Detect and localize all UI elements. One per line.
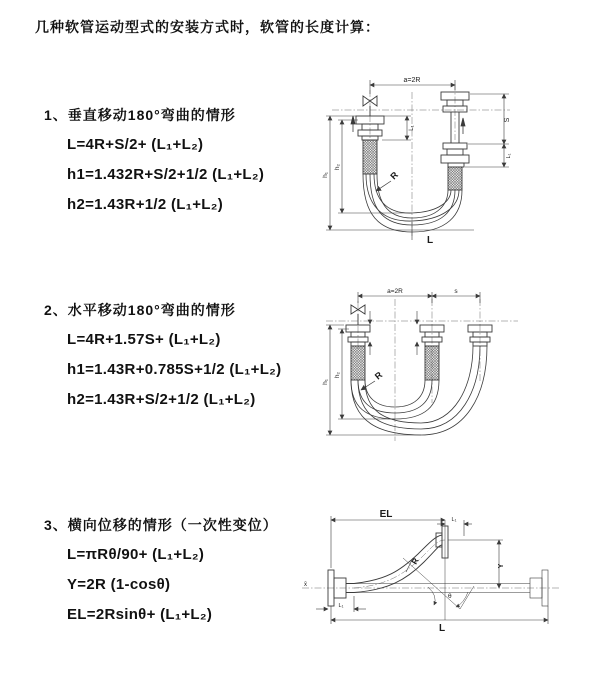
- fitting-dim-arrows: [370, 311, 417, 355]
- centerlines: [302, 540, 560, 588]
- dim-s-label: S: [504, 117, 511, 123]
- dim-a2r-label: a=2R: [403, 77, 421, 84]
- dimension-lines: [326, 80, 509, 240]
- dim-y-label: Y: [498, 563, 505, 569]
- dim-l1-top-label: L₁: [451, 517, 457, 523]
- section-3-heading: 3、横向位移的情形（一次性变位）: [44, 517, 278, 533]
- diagram-1-drawing: [312, 70, 527, 255]
- dimension-lines: [326, 292, 480, 435]
- diagram-horizontal-u-bend: [318, 283, 523, 455]
- flange-displaced: [436, 526, 448, 558]
- theta-label: θ: [448, 593, 452, 600]
- diagram-vertical-u-bend: [312, 70, 527, 255]
- radius-callout: [406, 556, 421, 572]
- dim-l1-right-label: L₁: [506, 153, 512, 159]
- dim-el-label: EL: [379, 509, 393, 520]
- angle-construction: [403, 520, 474, 620]
- dim-l1-left-label: L₁: [409, 125, 415, 131]
- hose-curves: [363, 174, 462, 232]
- section-2-heading: 2、水平移动180°弯曲的情形: [44, 302, 236, 318]
- hose-curves-position-2: [351, 346, 487, 435]
- formula-l: L=4R+1.57S+ (L₁+L₂): [67, 331, 221, 348]
- radius-label: R: [372, 369, 385, 382]
- dim-h2-label: h₂: [334, 371, 341, 379]
- formula-y: Y=2R (1-cosθ): [67, 576, 171, 593]
- formula-l: L=πRθ/90+ (L₁+L₂): [67, 546, 205, 563]
- fixed-pipe-left: [356, 96, 384, 174]
- dim-l-label: L: [426, 235, 434, 246]
- section-vertical-movement: [44, 100, 264, 220]
- diagram-3-drawing: [298, 508, 563, 643]
- axis-x-label: x̄: [304, 582, 307, 588]
- dimension-lines: [316, 516, 548, 624]
- formula-el: EL=2Rsinθ+ (L₁+L₂): [67, 606, 213, 623]
- diagram-lateral-displacement: [298, 508, 563, 643]
- dim-h1-label: h₁: [322, 172, 329, 178]
- formula-h1: h1=1.432R+S/2+1/2 (L₁+L₂): [67, 166, 265, 183]
- hose-s-curve: [354, 535, 442, 593]
- dim-a2r-label: a=2R: [387, 288, 403, 295]
- radius-label: R: [388, 169, 401, 182]
- section-1-heading: 1、垂直移动180°弯曲的情形: [44, 107, 236, 123]
- section-lateral-displacement: [44, 510, 278, 630]
- formula-h2: h2=1.43R+S/2+1/2 (L₁+L₂): [67, 391, 256, 408]
- radius-callout: [376, 169, 400, 191]
- diagram-2-drawing: [318, 283, 523, 455]
- dim-h1-label: h₁: [322, 379, 329, 385]
- dim-l1-bottom-label: L₁: [338, 603, 344, 609]
- radius-label: R: [409, 556, 421, 566]
- dim-l-label: L: [438, 623, 446, 634]
- dim-s-label: s: [454, 288, 458, 295]
- formula-h2: h2=1.43R+1/2 (L₁+L₂): [67, 196, 224, 213]
- dim-h2-label: h₂: [334, 163, 341, 171]
- movement-arrow-icons: [351, 116, 465, 134]
- formula-l: L=4R+S/2+ (L₁+L₂): [67, 136, 204, 153]
- section-horizontal-movement: [44, 295, 281, 415]
- page-title: 几种软管运动型式的安装方式时，软管的长度计算：: [35, 19, 380, 35]
- formula-h1: h1=1.43R+0.785S+1/2 (L₁+L₂): [67, 361, 282, 378]
